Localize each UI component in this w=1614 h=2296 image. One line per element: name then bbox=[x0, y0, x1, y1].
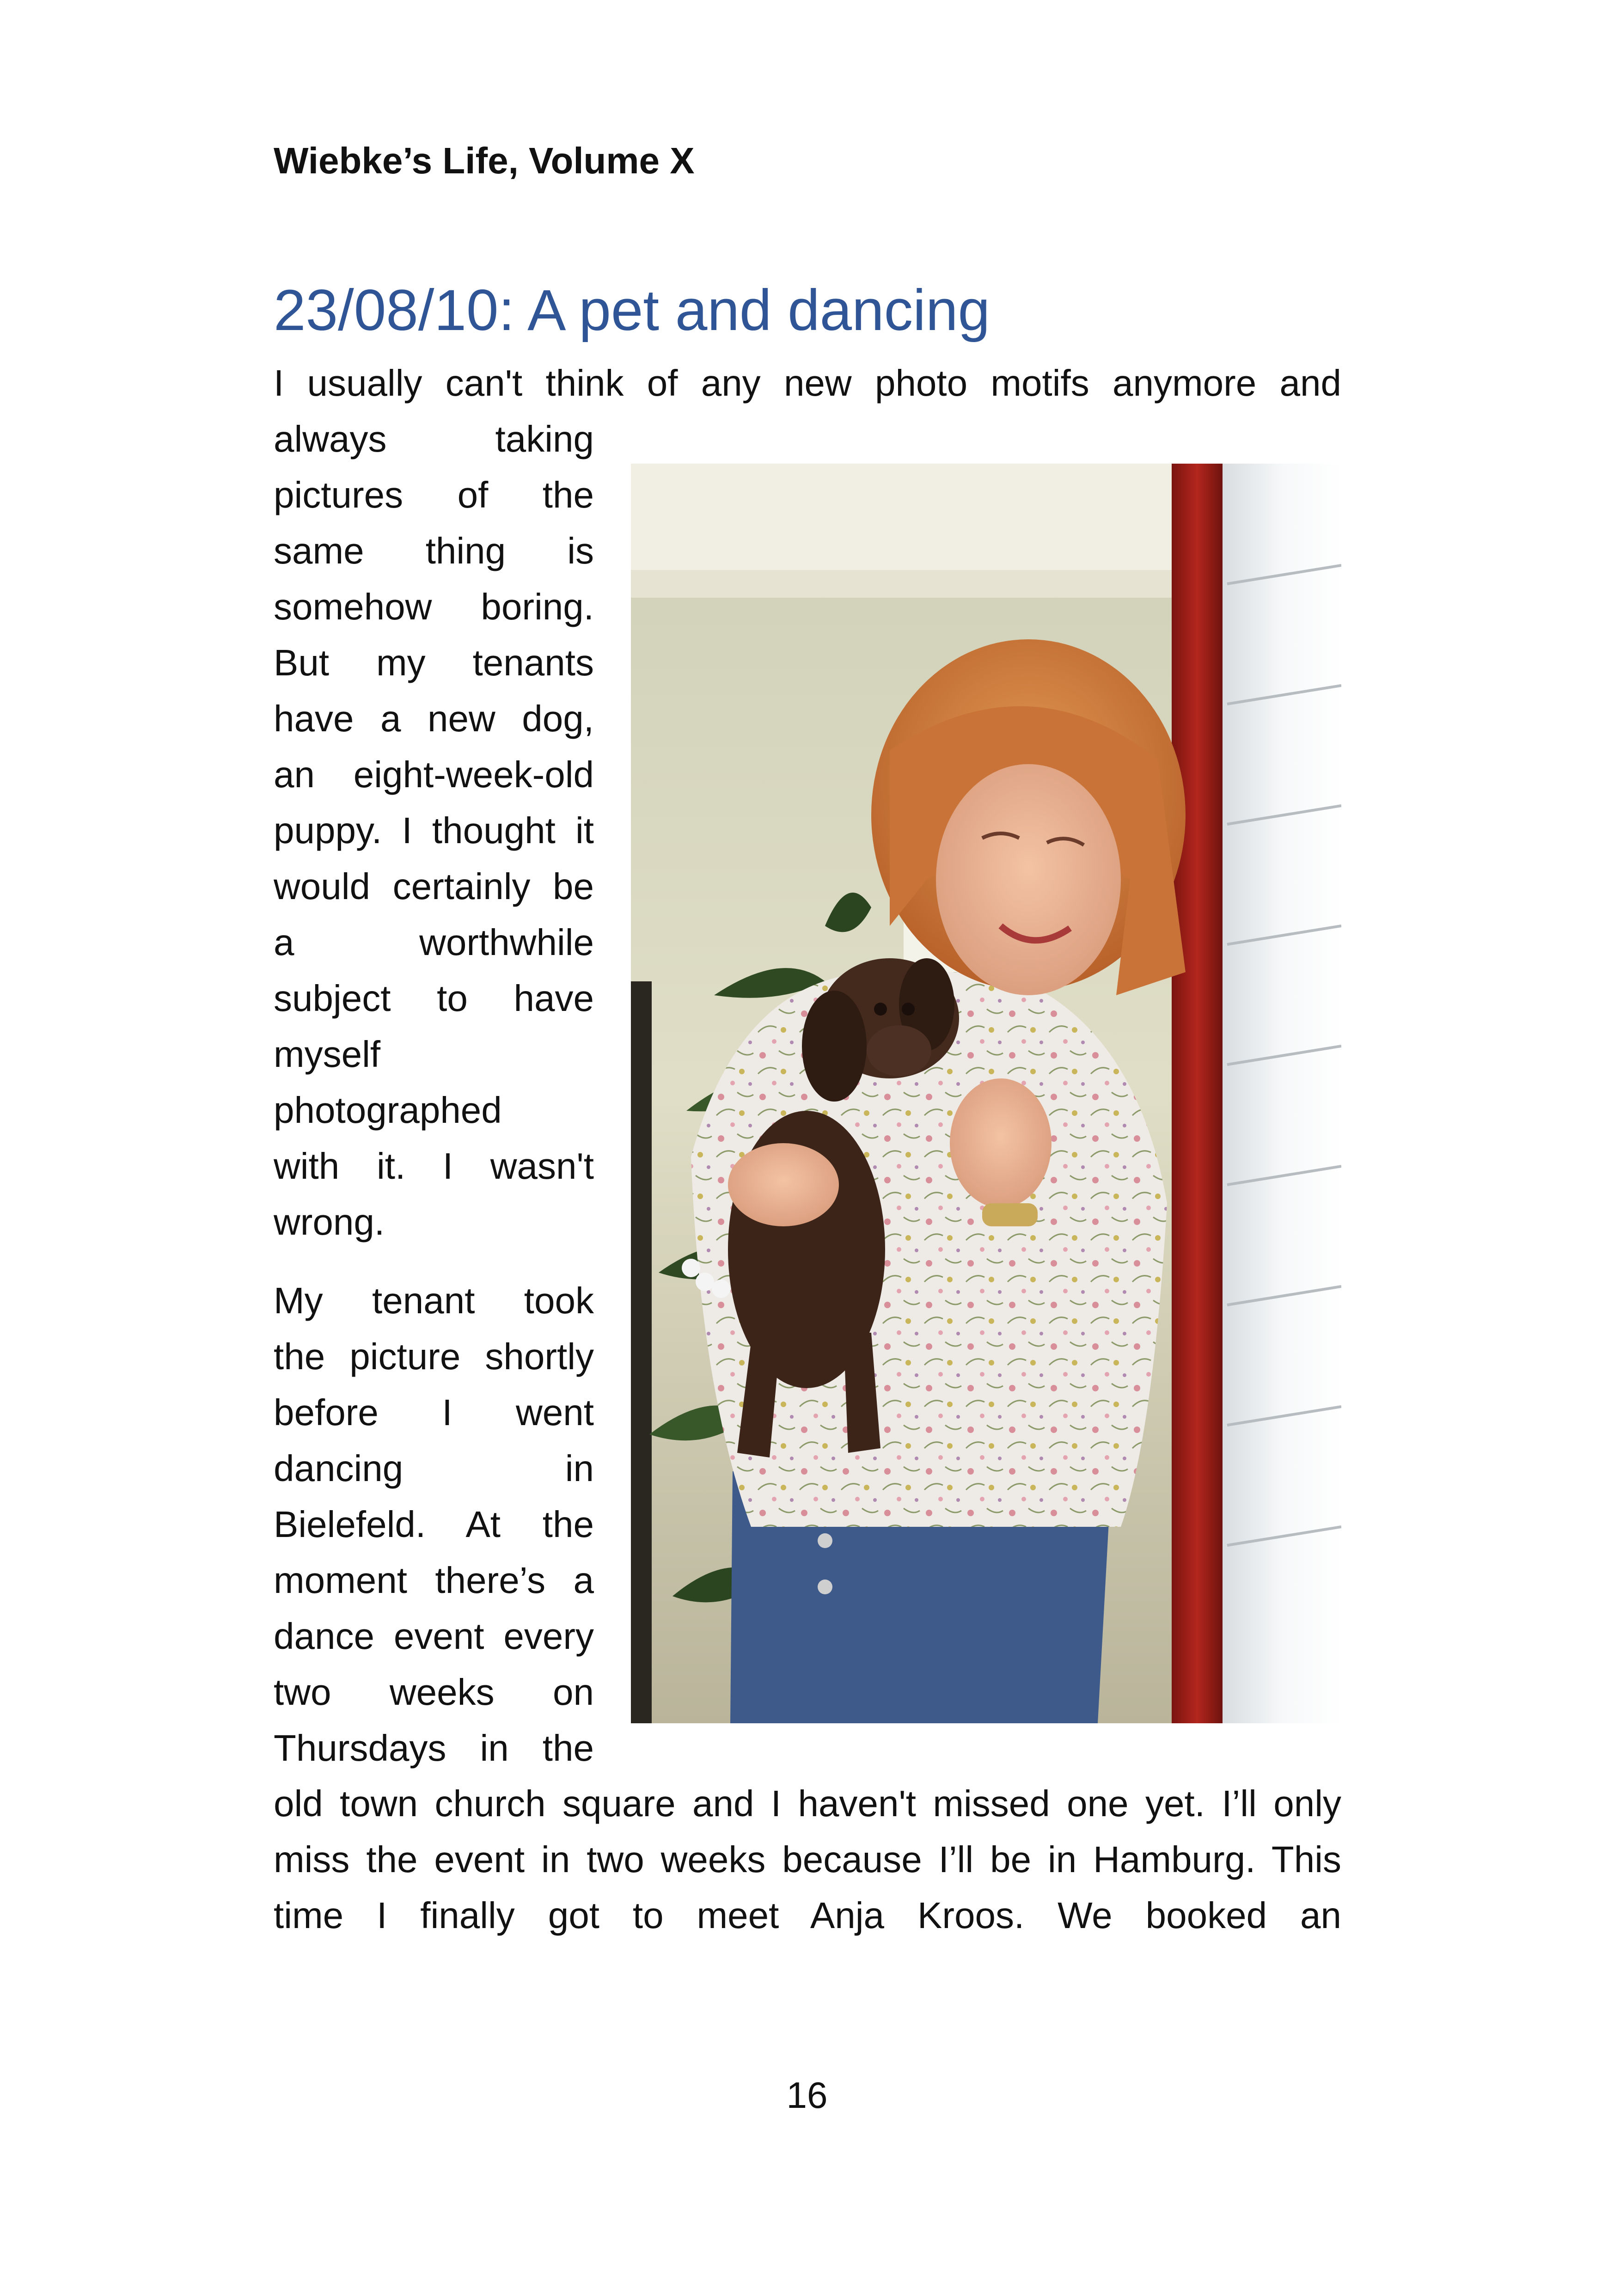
text-line: miss the event in two weeks because I’ll be in Hamburg. This bbox=[274, 1839, 1341, 1880]
running-title: Wiebke’s Life, Volume X bbox=[274, 140, 695, 181]
text-line: same thing is bbox=[274, 530, 594, 571]
entry-title: 23/08/10: A pet and dancing bbox=[274, 278, 990, 343]
text-line: old town church square and I haven't missed one yet. I’ll only bbox=[274, 1783, 1341, 1824]
text-line: puppy. I thought it bbox=[274, 810, 594, 851]
photo-woman-with-puppy bbox=[631, 464, 1341, 1723]
text-line: pictures of the bbox=[274, 474, 594, 515]
text-line: myself bbox=[274, 1034, 381, 1075]
text-line: My tenant took bbox=[274, 1280, 594, 1321]
text-line: dance event every bbox=[274, 1616, 594, 1657]
text-line: with it. I wasn't bbox=[274, 1145, 594, 1187]
text-line: a worthwhile bbox=[274, 922, 594, 963]
text-line: an eight-week-old bbox=[274, 754, 594, 795]
page-number: 16 bbox=[786, 2075, 828, 2116]
text-line: Bielefeld. At the bbox=[274, 1504, 594, 1545]
text-line: have a new dog, bbox=[274, 698, 594, 739]
text-column-paragraph-1 bbox=[274, 411, 594, 1250]
text-line: Thursdays in the bbox=[274, 1727, 594, 1769]
text-line: moment there’s a bbox=[274, 1560, 594, 1601]
text-line: before I went bbox=[274, 1392, 594, 1433]
text-line: somehow boring. bbox=[274, 586, 594, 627]
text-line: time I finally got to meet Anja Kroos. We booked an bbox=[274, 1895, 1341, 1936]
text-line: the picture shortly bbox=[274, 1336, 594, 1377]
text-line: photographed bbox=[274, 1090, 502, 1131]
text-line: would certainly be bbox=[274, 866, 594, 907]
text-line: dancing in bbox=[274, 1448, 594, 1489]
text-line: wrong. bbox=[274, 1201, 385, 1243]
text-line: two weeks on bbox=[274, 1671, 594, 1713]
text-line: always taking bbox=[274, 418, 594, 459]
intro-line: I usually can't think of any new photo motifs anymore and bbox=[274, 362, 1341, 404]
text-line: subject to have bbox=[274, 978, 594, 1019]
text-line: But my tenants bbox=[274, 642, 594, 683]
full-width-paragraph-continuation bbox=[274, 1776, 1341, 1943]
text-column-paragraph-2 bbox=[274, 1273, 594, 1776]
